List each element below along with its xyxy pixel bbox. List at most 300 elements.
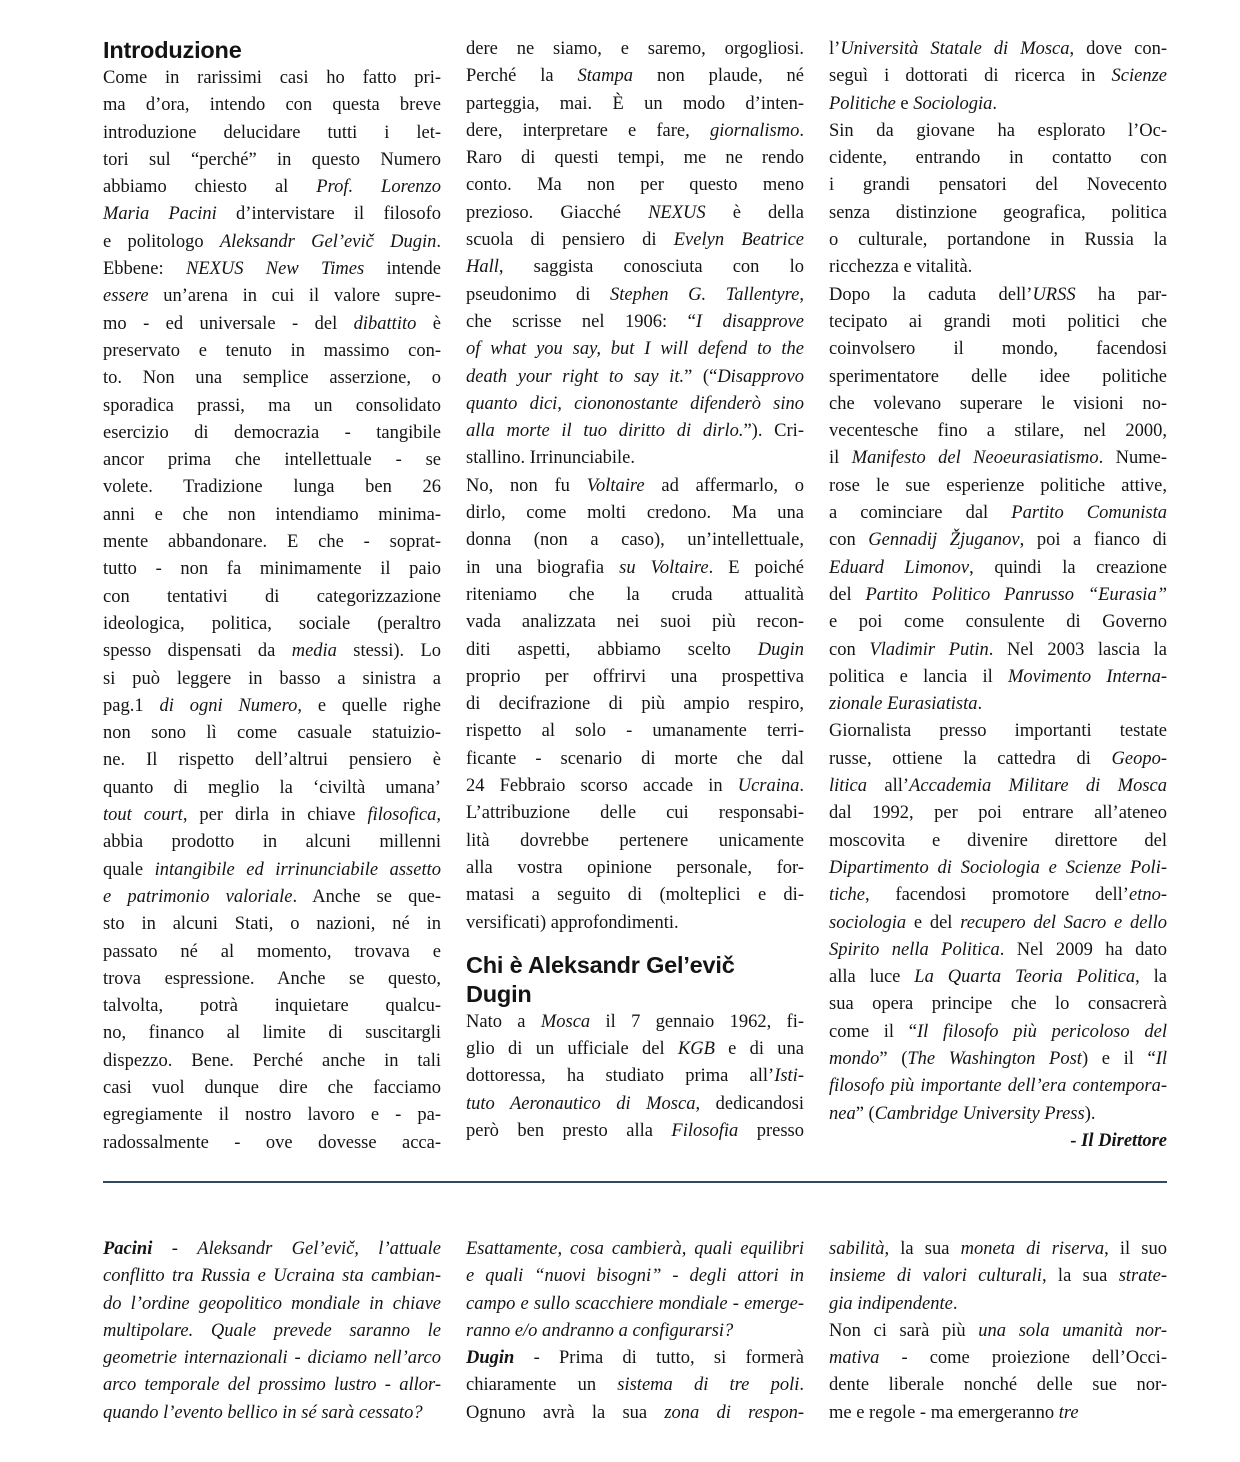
text-segment: , e quelle righe (297, 695, 441, 716)
text-segment: Isti- (774, 1066, 804, 1087)
text-segment: con tentativi di categorizzazione (103, 586, 441, 607)
text-line (466, 609, 804, 636)
text-line (829, 1046, 1167, 1073)
text-segment: Sin da giovane ha esplorato l’Oc- (829, 120, 1167, 141)
text-segment: con (829, 530, 869, 551)
text-segment: preservato e tenuto in massimo con- (103, 340, 441, 361)
text-segment: La Quarta Teoria Politica (914, 967, 1136, 988)
text-line (103, 529, 441, 556)
text-line (103, 283, 441, 310)
text-segment: filosofica (367, 805, 437, 826)
text-segment: Dopo la caduta dell’ (829, 284, 1033, 305)
text-segment: 24 Febbraio scorso accade in (466, 776, 738, 797)
text-line (829, 800, 1167, 827)
text-segment: spesso dispensati da (103, 641, 292, 662)
text-segment: Come in rarissimi casi ho fatto pri- (103, 68, 441, 88)
text-segment: arco temporale del prossimo lustro - allor- (103, 1375, 441, 1396)
text-line (103, 802, 441, 829)
text-segment: stallino. Irrinunciabile. (466, 448, 636, 469)
text-line (103, 1020, 441, 1047)
text-segment: proprio per offrirvi una prospettiva (466, 666, 804, 687)
text-line (103, 338, 441, 365)
text-segment: sto in alcuni Stati, o nazioni, né in (103, 914, 441, 935)
text-segment: pseudonimo di (466, 284, 610, 305)
text-line (466, 1263, 804, 1290)
text-line (829, 254, 1167, 281)
text-segment: è della (705, 202, 804, 223)
text-segment: . (952, 1293, 958, 1314)
text-segment: come il “ (829, 1021, 917, 1042)
text-line (829, 855, 1167, 882)
text-segment: geometrie internazionali - diciamo nell’arco (103, 1348, 441, 1369)
text-line (829, 418, 1167, 445)
section-heading (466, 951, 804, 980)
text-segment: , dove con- (1069, 39, 1167, 59)
text-line (103, 1400, 441, 1427)
text-line (103, 201, 441, 228)
text-line (829, 227, 1167, 254)
text-segment: Evelyn Beatrice (673, 230, 804, 251)
text-segment: Aleksandr Gel’evič Dugin (219, 231, 437, 252)
text-line (829, 1372, 1167, 1399)
text-segment: ne. Il rispetto dell’altrui pensiero è (103, 750, 441, 771)
text-line (466, 364, 804, 391)
text-line (829, 445, 1167, 472)
text-segment: - Prima di tutto, si formerà (514, 1348, 804, 1369)
text-line (103, 966, 441, 993)
text-line (103, 1263, 441, 1290)
text-segment: esercizio di democrazia - tangibile (103, 422, 441, 443)
text-segment: Il (1155, 1048, 1167, 1069)
text-segment: coinvolsero il mondo, facendosi (829, 339, 1167, 360)
text-line (829, 527, 1167, 554)
text-segment: chiaramente un (466, 1375, 618, 1396)
text-segment: me e regole - ma emergeranno (829, 1402, 1059, 1423)
text-segment: il 7 gennaio 1962, fi- (590, 1011, 804, 1032)
text-line (466, 555, 804, 582)
text-segment: moscovita e divenire direttore del (829, 830, 1167, 851)
text-segment: moneta di riserva (960, 1239, 1105, 1259)
text-segment: tout court (103, 805, 183, 826)
text-line (829, 882, 1167, 909)
text-line (103, 666, 441, 693)
text-line (466, 445, 804, 472)
text-segment: sociologia (829, 912, 907, 933)
text-segment: con (829, 639, 870, 660)
text-line (466, 910, 804, 937)
text-line (829, 828, 1167, 855)
text-segment: filosofo più importante dell’era contempora- (829, 1076, 1167, 1097)
text-segment: sperimentatore delle idee politiche (829, 366, 1167, 387)
text-segment: cidente, entrando in contatto con (829, 148, 1167, 169)
text-segment: , il suo (1104, 1239, 1168, 1259)
text-line (466, 1291, 804, 1318)
text-segment: mo - ed universale - del (103, 313, 354, 334)
text-line (829, 1019, 1167, 1046)
text-line (103, 120, 441, 147)
text-segment: l’ (829, 39, 841, 59)
text-line (466, 1345, 804, 1372)
text-segment: ” ( (855, 1103, 875, 1124)
text-line (466, 473, 804, 500)
text-line (466, 855, 804, 882)
text-line (466, 691, 804, 718)
text-line (466, 282, 804, 309)
section-heading (103, 36, 441, 65)
text-line (103, 939, 441, 966)
text-line (466, 1036, 804, 1063)
text-line (103, 884, 441, 911)
text-line (466, 664, 804, 691)
text-segment: . (992, 93, 998, 114)
text-segment: dibattito (353, 313, 417, 334)
text-segment: un’arena in cui il valore supre- (148, 286, 441, 307)
text-segment: URSS (1032, 284, 1076, 305)
text-line (103, 1318, 441, 1345)
text-segment: , facendosi promotore dell’ (864, 885, 1129, 906)
text-segment: Dipartimento di Sociologia e Scienze Poli- (829, 857, 1167, 878)
text-line (103, 693, 441, 720)
text-segment: Sociologia (913, 93, 993, 114)
text-segment: , dedicandosi (695, 1093, 804, 1114)
text-line (103, 393, 441, 420)
text-segment: dente liberale nonché delle sue nor- (829, 1375, 1167, 1396)
text-line (829, 200, 1167, 227)
text-segment: egregiamente il nostro lavoro e - pa- (103, 1105, 441, 1126)
text-segment: Geopo- (1111, 748, 1167, 769)
text-segment: Perché la (466, 66, 578, 87)
text-segment: ma d’ora, intendo con questa breve (103, 95, 441, 116)
text-line (829, 910, 1167, 937)
text-line (829, 172, 1167, 199)
text-segment: rispetto al solo - umanamente terri- (466, 721, 804, 742)
text-segment: dere, interpretare e fare, (466, 120, 710, 141)
text-segment: . (799, 120, 804, 141)
text-segment: si può leggere in basso a sinistra a (103, 668, 441, 689)
text-segment: o culturale, portandone in Russia la (829, 230, 1167, 251)
text-segment: è (416, 313, 442, 334)
text-segment: radossalmente - ove dovesse acca- (103, 1132, 441, 1153)
text-line (829, 118, 1167, 145)
text-segment: i grandi pensatori del Novecento (829, 175, 1167, 196)
text-segment: of what you say, but I will defend to the (466, 339, 804, 360)
text-line (466, 309, 804, 336)
text-segment: . Nel 2003 lascia la (988, 639, 1167, 660)
text-line (829, 691, 1167, 718)
text-line (829, 91, 1167, 118)
text-segment: , quindi la creazione (969, 557, 1167, 578)
text-segment: NEXUS New Times (185, 259, 365, 280)
text-line (103, 147, 441, 174)
text-segment: e quali “nuovi bisogni” - degli attori in (466, 1266, 804, 1287)
text-segment: - (152, 1239, 198, 1259)
text-segment: sporadica prassi, ma un consolidato (103, 395, 441, 416)
text-segment: tuto Aeronautico di Mosca (466, 1093, 696, 1114)
text-segment: conflitto tra Russia e Ucraina sta cambian- (103, 1266, 441, 1287)
text-segment: Prof. Lorenzo (316, 177, 441, 198)
top-column-2 (466, 36, 804, 1145)
text-line (103, 1075, 441, 1102)
text-line (466, 718, 804, 745)
text-segment: Dugin (466, 1348, 515, 1369)
text-segment: Mosca (540, 1011, 591, 1032)
text-segment: Voltaire (586, 475, 645, 496)
text-line (829, 773, 1167, 800)
text-segment: una sola umanità nor- (978, 1320, 1167, 1341)
text-segment: introduzione delucidare tutti i let- (103, 122, 441, 143)
text-segment: alla luce (829, 967, 915, 988)
text-segment: politica e lancia il (829, 666, 1008, 687)
text-segment: mente abbandonare. E che - soprat- (103, 532, 441, 553)
text-segment: dere ne siamo, e saremo, orgogliosi. (466, 39, 804, 59)
text-line (829, 36, 1167, 63)
text-line (103, 1345, 441, 1372)
text-segment: Ognuno avrà la sua (466, 1402, 665, 1423)
text-segment: diti aspetti, abbiamo scelto (466, 639, 758, 660)
text-line (829, 1263, 1167, 1290)
text-line (829, 309, 1167, 336)
text-segment: il (829, 448, 852, 469)
text-line (103, 775, 441, 802)
text-segment: , la (1135, 967, 1167, 988)
text-segment: ideologica, politica, sociale (peraltro (103, 613, 441, 634)
text-line (829, 582, 1167, 609)
text-line (466, 63, 804, 90)
text-segment: . (799, 776, 804, 797)
text-segment: Cambridge University Press (874, 1103, 1085, 1124)
text-segment: e poi come consulente di Governo (829, 612, 1167, 633)
text-segment: ha par- (1075, 284, 1168, 305)
text-segment: mondo (829, 1048, 880, 1069)
text-line (103, 993, 441, 1020)
text-segment: Movimento Interna- (1007, 666, 1167, 687)
text-line (829, 364, 1167, 391)
text-segment: Stampa (577, 66, 634, 87)
text-segment: zionale Eurasiatista (829, 694, 978, 715)
text-segment: death your right to say it. (466, 366, 685, 387)
text-line (466, 500, 804, 527)
text-segment: ranno e/o andranno a configurarsi? (466, 1320, 734, 1341)
text-line (829, 609, 1167, 636)
text-line (466, 1318, 804, 1345)
text-line (103, 502, 441, 529)
text-segment: Introduzione (103, 37, 242, 63)
text-line (466, 391, 804, 418)
text-line (466, 91, 804, 118)
text-line (103, 92, 441, 119)
text-line (829, 718, 1167, 745)
text-segment: glio di un ufficiale del (466, 1039, 678, 1060)
bottom-column-2 (466, 1236, 804, 1427)
text-segment: in una biografia (466, 557, 620, 578)
text-segment: e (895, 93, 914, 114)
text-segment: casi vuol dunque dire che facciamo (103, 1077, 441, 1098)
text-segment: ). (1084, 1103, 1096, 1124)
text-segment: Vladimir Putin (869, 639, 989, 660)
text-segment: Nato a (466, 1011, 541, 1032)
text-line (466, 828, 804, 855)
text-segment: - come proiezione dell’Occi- (879, 1348, 1167, 1369)
text-segment: dispezzo. Bene. Perché anche in tali (103, 1050, 441, 1071)
text-segment: ”). Cri- (743, 421, 804, 442)
text-line (466, 1118, 804, 1145)
text-segment: che volevano superare le visioni no- (829, 393, 1167, 414)
text-line (466, 746, 804, 773)
section-heading (466, 980, 804, 1009)
text-segment: Non ci sarà più (829, 1320, 979, 1341)
text-segment: Raro di questi tempi, me ne rendo (466, 148, 804, 169)
text-line (103, 720, 441, 747)
text-line (466, 1009, 804, 1036)
text-line (829, 500, 1167, 527)
text-line (103, 911, 441, 938)
text-segment: Accademia Militare di Mosca (909, 776, 1168, 797)
text-line (103, 584, 441, 611)
text-line (829, 637, 1167, 664)
text-segment: , (436, 805, 441, 826)
text-line (466, 145, 804, 172)
text-segment: ” (“ (684, 366, 718, 387)
text-segment: , la sua (884, 1239, 961, 1259)
text-line (103, 311, 441, 338)
text-segment: , poi a fianco di (1019, 530, 1168, 551)
text-segment: quanto dici, ciononostante difenderò sino (466, 393, 804, 414)
text-segment: dottoressa, ha studiato prima all’ (466, 1066, 775, 1087)
text-segment: Gennadij Žjuganov (868, 530, 1020, 551)
text-segment: tre (1058, 1402, 1079, 1423)
text-segment: , per dirla in chiave (182, 805, 368, 826)
text-line (466, 254, 804, 281)
text-line (466, 336, 804, 363)
text-segment: prezioso. Giacché (466, 202, 649, 223)
text-segment: dal 1992, per poi entrare all’ateneo (829, 803, 1167, 824)
text-segment: che scrisse nel 1906: “ (466, 311, 696, 332)
text-segment: alla morte il tuo diritto di dirlo. (466, 421, 744, 442)
text-segment: quando l’evento bellico in sé sarà cessato? (103, 1402, 423, 1423)
text-segment: d’intervistare il filosofo (216, 204, 441, 225)
text-line (103, 747, 441, 774)
top-column-3 (829, 36, 1167, 1155)
text-segment: rose le sue esperienze politiche attive, (829, 475, 1167, 496)
text-segment: all’ (867, 776, 910, 797)
text-segment: tiche (829, 885, 865, 906)
text-segment: recupero del Sacro e dello (960, 912, 1168, 933)
text-segment: presso (738, 1120, 804, 1141)
text-segment: , (799, 284, 804, 305)
text-line (466, 36, 804, 63)
text-segment: giornalismo (709, 120, 800, 141)
text-line (103, 474, 441, 501)
text-segment: strate- (1118, 1266, 1168, 1287)
text-segment: essere (103, 286, 149, 307)
text-segment: etno- (1128, 885, 1167, 906)
text-segment: . (799, 1375, 804, 1396)
text-line (829, 1291, 1167, 1318)
text-segment: tecipato ai grandi moti politici che (829, 311, 1167, 332)
top-column-1 (103, 36, 441, 1157)
text-line (829, 145, 1167, 172)
text-segment: talvolta, potrà inquietare qualcu- (103, 996, 441, 1017)
text-segment: però ben presto alla (466, 1120, 672, 1141)
text-line (829, 1318, 1167, 1345)
text-segment: no, financo al limite di suscitargli (103, 1023, 441, 1044)
text-segment: del (829, 584, 866, 605)
text-segment: nea (829, 1103, 856, 1124)
text-line (103, 638, 441, 665)
text-segment: vada analizzata nei suoi più recon- (466, 612, 804, 633)
text-segment: tori sul “perché” in questo Numero (103, 149, 441, 170)
text-segment: alla vostra opinione personale, for- (466, 857, 804, 878)
text-segment: e del (906, 912, 961, 933)
text-segment: gia indipendente (829, 1293, 953, 1314)
text-segment: conto. Ma non per questo meno (466, 175, 804, 196)
text-line (829, 937, 1167, 964)
text-line (103, 174, 441, 201)
text-segment: , saggista conosciuta con lo (498, 257, 804, 278)
text-line (103, 1236, 441, 1263)
text-line (103, 1048, 441, 1075)
text-segment: quale (103, 859, 155, 880)
text-line (466, 1400, 804, 1427)
text-segment: KGB (677, 1039, 715, 1060)
text-segment: Giornalista presso importanti testate (829, 721, 1167, 742)
text-segment: dirlo, come molti credono. Ma una (466, 503, 804, 524)
text-segment: litica (829, 776, 868, 797)
text-line (466, 227, 804, 254)
text-segment: passato né al momento, trovava e (103, 941, 441, 962)
text-segment: ad affermarlo, o (644, 475, 804, 496)
text-segment: non plaude, né (633, 66, 804, 87)
text-segment: Aleksandr Gel’evič, l’attuale (197, 1239, 441, 1259)
text-segment: ) e il “ (1081, 1048, 1156, 1069)
text-line (829, 282, 1167, 309)
text-line (829, 473, 1167, 500)
text-segment: media (291, 641, 337, 662)
text-segment: scuola di pensiero di (466, 230, 674, 251)
text-line (103, 1291, 441, 1318)
text-line (103, 256, 441, 283)
text-line (103, 447, 441, 474)
text-segment: Disapprovo (717, 366, 804, 387)
text-segment: trova espressione. Anche se questo, (103, 968, 441, 989)
text-segment: Hall (466, 257, 499, 278)
text-segment: stessi). Lo (336, 641, 441, 662)
text-segment: abbia prodotto in alcuni millenni (103, 832, 441, 853)
text-line (103, 365, 441, 392)
text-segment: mativa (829, 1348, 880, 1369)
text-segment: campo e sullo scacchiere mondiale - emerge- (466, 1293, 804, 1314)
text-segment: Manifesto del Neoeurasiatismo (851, 448, 1099, 469)
text-line (466, 637, 804, 664)
text-segment: Partito Politico Panrusso “Eurasia” (865, 584, 1167, 605)
text-line (829, 63, 1167, 90)
text-segment: Ucraina (737, 776, 800, 797)
text-line (829, 1400, 1167, 1427)
text-line (829, 746, 1167, 773)
text-line (829, 991, 1167, 1018)
text-segment: a cominciare dal (829, 503, 1012, 524)
text-segment: intende (364, 259, 441, 280)
text-line (103, 556, 441, 583)
text-segment: Pacini (103, 1239, 153, 1259)
text-segment: intangibile ed irrinunciabile assetto (154, 859, 441, 880)
text-segment: ” ( (879, 1048, 908, 1069)
text-segment: tutto - non fa minimamente il paio (103, 559, 441, 580)
text-segment: sua opera principe che lo consacrerà (829, 994, 1167, 1015)
text-segment: do l’ordine geopolitico mondiale in chiave (103, 1293, 441, 1314)
text-line (829, 555, 1167, 582)
text-segment: . (977, 694, 983, 715)
